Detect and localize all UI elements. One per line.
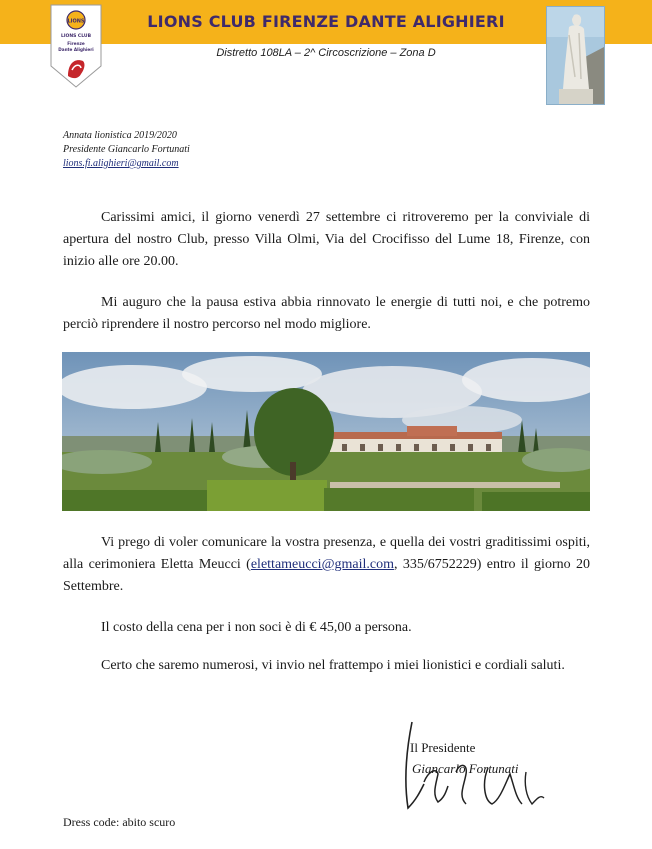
club-title: LIONS CLUB FIRENZE DANTE ALIGHIERI [147,12,505,31]
association-year: Annata lionistica 2019/2020 [63,130,177,141]
paragraph-cost: Il costo della cena per i non soci è di € 45,00 a persona. [101,620,412,635]
dante-statue-image [546,6,605,105]
club-email-link[interactable]: lions.fi.alighieri@gmail.com [63,158,179,169]
paragraph-event: Carissimi amici, il giorno venerdì 27 settembre ci ritroveremo per la conviviale di apertura del nostro Club, presso Villa Olmi, Via del Crocifisso del Lume 18, Firenze, con inizio alle ore 20.00. [63,210,590,269]
rsvp-email-link[interactable]: elettameucci@gmail.com [250,557,394,572]
banner-line-2: Firenze [67,41,85,46]
banner-line-1: LIONS CLUB [60,34,92,39]
signature-title: Il Presidente [410,740,476,755]
paragraph-wishes: Mi auguro che la pausa estiva abbia rinnovato le energie di tutti noi, e che potremo perciò riprendere il nostro percorso nel modo migliore. [63,295,590,332]
dress-code: Dress code: abito scuro [63,815,176,829]
banner-line-3: Dante Alighieri [58,47,94,52]
letter-meta [63,129,190,171]
svg-text:LIONS: LIONS [67,18,85,25]
signature-name: Giancarlo Fortunati [412,761,519,776]
president-line: Presidente Giancarlo Fortunati [63,144,190,155]
paragraph-rsvp: Vi prego di voler comunicare la vostra presenza, e quella dei vostri graditissimi ospiti, alla cerimoniera Eletta Meucci (elettameucci@gmail.com, 335/6752229) entro il giorno 20 Settembre. [63,535,590,594]
district-line: Distretto 108LA – 2^ Circoscrizione – Zona D [216,47,436,59]
villa-olmi-photo [62,352,590,511]
paragraph-closing: Certo che saremo numerosi, vi invio nel frattempo i miei lionistici e cordiali saluti. [101,658,565,673]
